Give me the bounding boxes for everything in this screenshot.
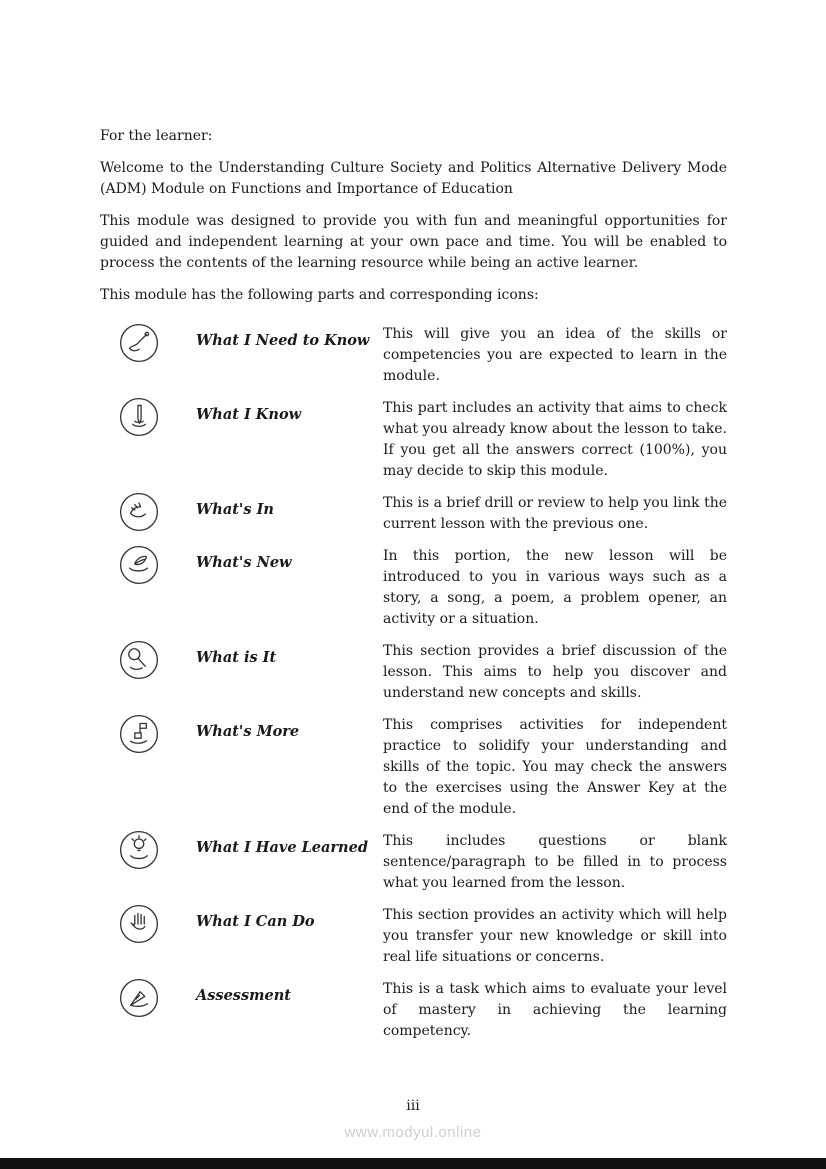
icon-cell <box>100 396 178 438</box>
module-part-row <box>100 544 727 630</box>
parts-intro-paragraph: This module has the following parts and corresponding icons: <box>100 287 539 303</box>
module-parts-list <box>100 322 727 1042</box>
hand-with-leaf-icon <box>118 544 160 586</box>
raised-hand-icon <box>118 903 160 945</box>
part-label: What I Can Do <box>196 913 315 930</box>
part-description: In this portion, the new lesson will be introduced to you in various ways such as a story, a song, a poem, a problem opener, an activity or a situation. <box>383 548 727 627</box>
part-label: What's In <box>196 501 274 518</box>
part-description: This section provides a brief discussion of the lesson. This aims to help you discover and understand new concepts and skills. <box>383 643 727 701</box>
welcome-paragraph: Welcome to the Understanding Culture Society and Politics Alternative Delivery Mode (ADM) Module on Functions and Importance of Education <box>100 160 727 197</box>
icon-cell <box>100 322 178 364</box>
hand-with-blocks-icon <box>118 713 160 755</box>
part-label: What is It <box>196 649 277 666</box>
hand-holding-pencil-icon <box>118 396 160 438</box>
module-part-row <box>100 903 727 968</box>
part-label: What's More <box>196 723 300 740</box>
part-description: This will give you an idea of the skills or competencies you are expected to learn in the module. <box>383 326 727 384</box>
part-label: What's New <box>196 554 292 571</box>
part-description: This comprises activities for independent practice to solidify your understanding and skills of the topic. You may check the answers to the exercises using the Answer Key at the end of the module. <box>383 717 727 817</box>
part-label: What I Know <box>196 406 302 423</box>
part-description: This includes questions or blank sentence/paragraph to be filled in to process what you learned from the lesson. <box>383 833 727 891</box>
hand-with-pen-icon <box>118 322 160 364</box>
part-label: What I Need to Know <box>196 332 370 349</box>
icon-cell <box>100 713 178 755</box>
intro-section <box>100 126 727 306</box>
page-edge-bar <box>0 1158 826 1169</box>
module-part-row <box>100 829 727 894</box>
icon-cell <box>100 903 178 945</box>
icon-cell <box>100 639 178 681</box>
icon-cell <box>100 491 178 533</box>
part-label: What I Have Learned <box>196 839 368 856</box>
part-description: This section provides an activity which will help you transfer your new knowledge or skill into real life situations or concerns. <box>383 907 727 965</box>
part-description: This is a task which aims to evaluate your level of mastery in achieving the learning competency. <box>383 981 727 1039</box>
module-part-row <box>100 713 727 820</box>
page-number: iii <box>406 1098 420 1114</box>
part-label: Assessment <box>196 987 291 1004</box>
icon-cell <box>100 977 178 1019</box>
module-part-row <box>100 322 727 387</box>
module-part-row <box>100 639 727 704</box>
module-part-row <box>100 491 727 535</box>
icon-cell <box>100 544 178 586</box>
module-purpose-paragraph: This module was designed to provide you with fun and meaningful opportunities for guided and independent learning at your own pace and time. You will be enabled to process the contents of the learning resource while being an active learner. <box>100 213 727 271</box>
watermark-text: www.modyul.online <box>344 1124 482 1141</box>
hand-with-bulb-icon <box>118 829 160 871</box>
module-part-row <box>100 396 727 482</box>
icon-cell <box>100 829 178 871</box>
open-hand-icon <box>118 491 160 533</box>
magnifying-glass-icon <box>118 639 160 681</box>
module-part-row <box>100 977 727 1042</box>
part-description: This is a brief drill or review to help you link the current lesson with the previous one. <box>383 495 727 532</box>
salutation-text: For the learner: <box>100 128 213 144</box>
fountain-pen-icon <box>118 977 160 1019</box>
part-description: This part includes an activity that aims to check what you already know about the lesson to take. If you get all the answers correct (100%), you may decide to skip this module. <box>383 400 727 479</box>
